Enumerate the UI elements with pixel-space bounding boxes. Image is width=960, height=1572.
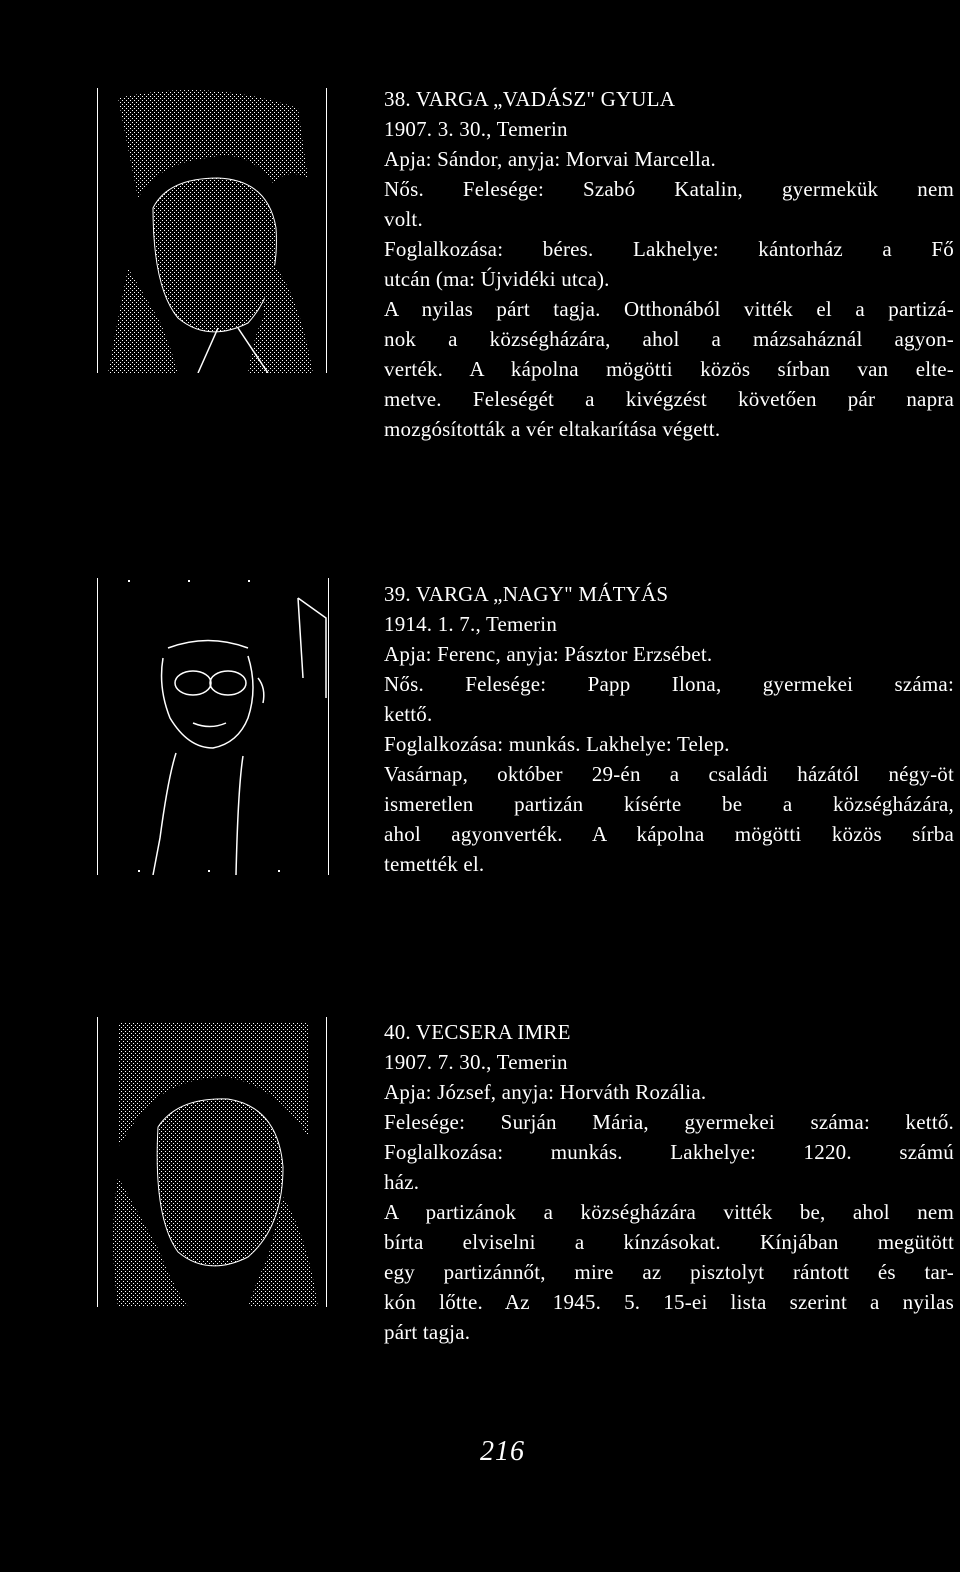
entry-birth: 1914. 1. 7., Temerin xyxy=(384,612,558,636)
entry-birth: 1907. 3. 30., Temerin xyxy=(384,117,568,141)
portrait-photo-39 xyxy=(97,578,329,875)
entry-line: Apja: Sándor, anyja: Morvai Marcella. xyxy=(384,147,716,171)
entry-line: Vasárnap, október 29-én a családi házától négy-öt xyxy=(384,762,954,786)
entry-line: metve. Feleségét a kivégzést követően pár napra xyxy=(384,387,954,411)
page-number: 216 xyxy=(480,1436,525,1467)
entry-text-40 xyxy=(384,1017,954,1347)
entry-line: A partizánok a községházára vitték be, ahol nem xyxy=(384,1200,954,1224)
entry-line: ismeretlen partizán kísérte be a községházára, xyxy=(384,792,954,816)
portrait-sketch-39 xyxy=(98,578,328,875)
entry-line: utcán (ma: Újvidéki utca). xyxy=(384,267,610,291)
entry-line: Apja: József, anyja: Horváth Rozália. xyxy=(384,1080,707,1104)
entry-line: Nős. Felesége: Papp Ilona, gyermekei száma: xyxy=(384,672,954,696)
entry-line: temették el. xyxy=(384,852,485,876)
entry-line: kettő. xyxy=(384,702,433,726)
entry-heading: 40. VECSERA IMRE xyxy=(384,1020,571,1044)
entry-line: Foglalkozása: béres. Lakhelye: kántorház a Fő xyxy=(384,237,954,261)
entry-line: volt. xyxy=(384,207,423,231)
entry-line: Foglalkozása: munkás. Lakhelye: 1220. számú xyxy=(384,1140,954,1164)
entry-line: ház. xyxy=(384,1170,420,1194)
entry-line: Felesége: Surján Mária, gyermekei száma: kettő. xyxy=(384,1110,954,1134)
entry-heading: 38. VARGA „VADÁSZ" GYULA xyxy=(384,87,676,111)
entry-text-38 xyxy=(384,84,954,444)
entry-birth: 1907. 7. 30., Temerin xyxy=(384,1050,568,1074)
portrait-photo-40 xyxy=(97,1017,327,1307)
entry-line: ahol agyonverték. A kápolna mögötti közös sírba xyxy=(384,822,954,846)
portrait-sketch-40 xyxy=(98,1017,326,1307)
entry-line: bírta elviselni a kínzásokat. Kínjában megütött xyxy=(384,1230,954,1254)
entry-text-39 xyxy=(384,579,954,879)
entry-line: nok a községházára, ahol a mázsaháznál agyon- xyxy=(384,327,954,351)
entry-line: Foglalkozása: munkás. Lakhelye: Telep. xyxy=(384,732,730,756)
entry-heading: 39. VARGA „NAGY" MÁTYÁS xyxy=(384,582,669,606)
portrait-sketch-38 xyxy=(98,88,326,373)
entry-line: párt tagja. xyxy=(384,1320,471,1344)
entry-line: egy partizánnőt, mire az pisztolyt rántott és tar- xyxy=(384,1260,954,1284)
entry-line: kón lőtte. Az 1945. 5. 15-ei lista szerint a nyilas xyxy=(384,1290,954,1314)
entry-line: Nős. Felesége: Szabó Katalin, gyermekük nem xyxy=(384,177,954,201)
entry-line: mozgósították a vér eltakarítása végett. xyxy=(384,417,721,441)
entry-line: A nyilas párt tagja. Otthonából vitték el a partizá- xyxy=(384,297,954,321)
portrait-photo-38 xyxy=(97,88,327,373)
entry-line: verték. A kápolna mögötti közös sírban van elte- xyxy=(384,357,954,381)
entry-line: Apja: Ferenc, anyja: Pásztor Erzsébet. xyxy=(384,642,713,666)
